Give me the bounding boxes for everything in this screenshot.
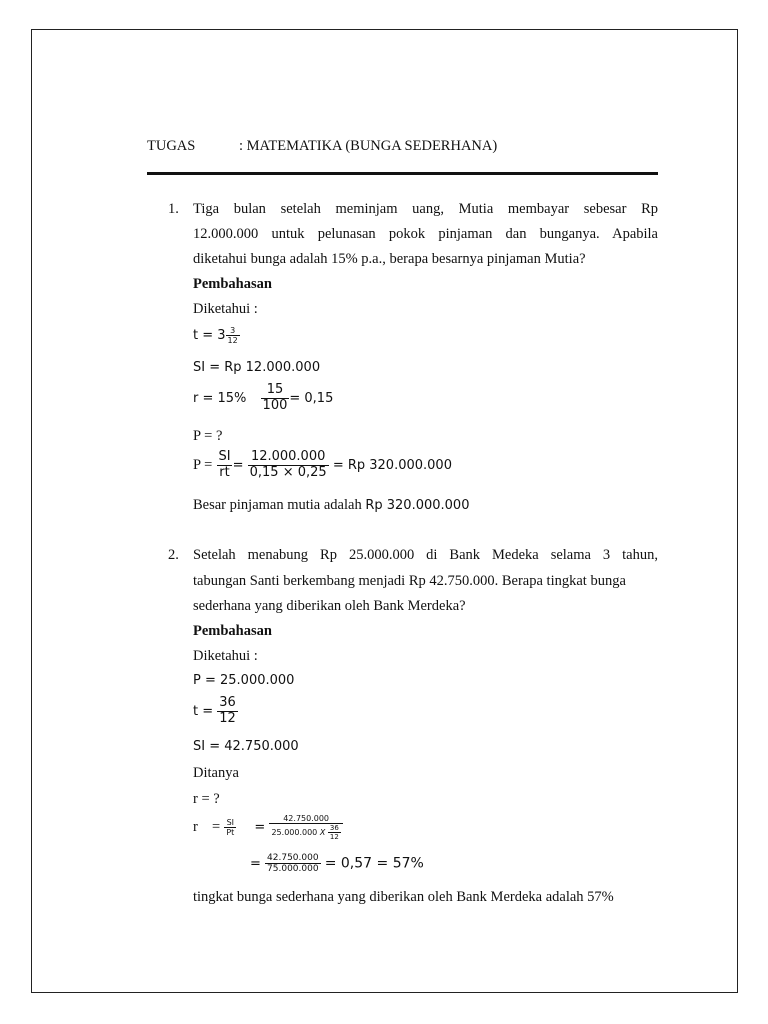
q2-known: Diketahui : — [193, 648, 258, 664]
q1-r-formula — [193, 383, 333, 414]
q1-answer — [193, 497, 469, 514]
q1-p-rhs: = Rp 320.000.000 — [332, 457, 452, 473]
q2-conclusion: tingkat bunga sederhana yang diberikan oleh Bank Merdeka adalah 57% — [193, 889, 614, 905]
q2-si: SI = 42.750.000 — [193, 739, 299, 754]
q1-t-num: 3 — [230, 326, 236, 335]
q1-p-f2-den: 0,15 × 0,25 — [249, 464, 327, 480]
q1-text-line1: Tiga bulan setelah meminjam uang, Mutia membayar sebesar Rp — [193, 201, 658, 217]
q1-p-fraction2 — [248, 450, 329, 481]
q2-r2-num: 42.750.000 — [267, 853, 319, 863]
q1-r-den: 100 — [262, 397, 288, 413]
q2-r-f2-den — [269, 823, 342, 841]
q2-p: P = 25.000.000 — [193, 673, 295, 688]
q2-r2-rhs: = 0,57 = 57% — [324, 855, 424, 872]
q1-text-line2: 12.000.000 untuk pelunasan pokok pinjaman dan bunganya. Apabila — [193, 226, 658, 242]
q1-r-num: 15 — [266, 382, 284, 397]
q1-r-lhs: r = 15% — [193, 390, 247, 406]
q2-text-line3: sederhana yang diberikan oleh Bank Merdeka? — [193, 598, 466, 614]
q2-r-lhs: r — [193, 819, 198, 836]
q2-r-f1-num: SI — [226, 817, 235, 827]
q1-p-lhs: P = — [193, 456, 213, 473]
q2-r-f2-den-x: X — [319, 828, 326, 838]
q2-heading: Pembahasan — [193, 623, 272, 639]
q1-p-f1-num: SI — [218, 449, 231, 464]
q1-number: 1. — [168, 201, 179, 217]
q2-r-f2-den-pre: 25.000.000 — [271, 828, 318, 838]
q1-answer-text: Besar pinjaman mutia adalah — [193, 497, 362, 513]
q1-r-rhs: = 0,15 — [289, 390, 334, 406]
q1-t-formula — [193, 326, 240, 345]
q2-r-f2-den-fnum: 36 — [329, 824, 339, 833]
q2-r2-fraction — [265, 853, 321, 875]
q2-t-fraction — [217, 696, 238, 727]
q2-t-num: 36 — [219, 695, 236, 710]
q1-text-line3: diketahui bunga adalah 15% p.a., berapa besarnya pinjaman Mutia? — [193, 251, 586, 267]
q2-r-formula — [193, 814, 343, 841]
q1-t-den: 12 — [227, 336, 238, 346]
q2-r2-formula — [250, 853, 424, 875]
q1-p-ask: P = ? — [193, 428, 223, 444]
q1-si: SI = Rp 12.000.000 — [193, 360, 321, 375]
q2-r-ask: r = ? — [193, 791, 220, 807]
q1-p-f1-den: rt — [219, 464, 230, 480]
q1-t-fraction — [226, 326, 240, 345]
q2-r-eq2: = — [254, 820, 266, 836]
header-subject: : MATEMATIKA (BUNGA SEDERHANA) — [239, 138, 498, 154]
q1-known: Diketahui : — [193, 301, 258, 317]
q2-r2-eq: = — [250, 856, 261, 872]
q2-r2-den: 75.000.000 — [267, 864, 319, 875]
q2-t-lhs: t = — [193, 703, 214, 719]
q2-text-line1: Setelah menabung Rp 25.000.000 di Bank Medeka selama 3 tahun, — [193, 547, 658, 563]
q2-r-fraction1 — [224, 818, 236, 837]
q2-r-eq1: = — [211, 819, 221, 836]
q2-r-f1-den: Pt — [226, 828, 235, 838]
q1-p-fraction1 — [216, 450, 232, 481]
q2-number: 2. — [168, 547, 179, 563]
q2-r-fraction2 — [269, 814, 342, 841]
q2-t-formula — [193, 696, 238, 727]
q1-t-lhs: t = 3 — [193, 328, 226, 344]
q1-p-formula — [193, 450, 452, 481]
q2-r-f2-den-fraction — [328, 824, 341, 841]
q1-heading: Pembahasan — [193, 276, 272, 292]
q2-asked: Ditanya — [193, 765, 239, 781]
header-label: TUGAS — [147, 138, 196, 154]
q1-r-fraction — [261, 383, 290, 414]
q2-r-f2-den-fden: 12 — [329, 833, 339, 842]
q1-p-f2-num: 12.000.000 — [250, 449, 326, 464]
q2-r-f2-num: 42.750.000 — [283, 814, 330, 823]
q2-text-line2: tabungan Santi berkembang menjadi Rp 42.750.000. Berapa tingkat bunga — [193, 573, 626, 589]
q1-answer-value: Rp 320.000.000 — [365, 498, 470, 513]
header-rule — [147, 172, 658, 175]
q1-p-eq: = — [232, 457, 244, 473]
q2-t-den: 12 — [219, 710, 236, 726]
